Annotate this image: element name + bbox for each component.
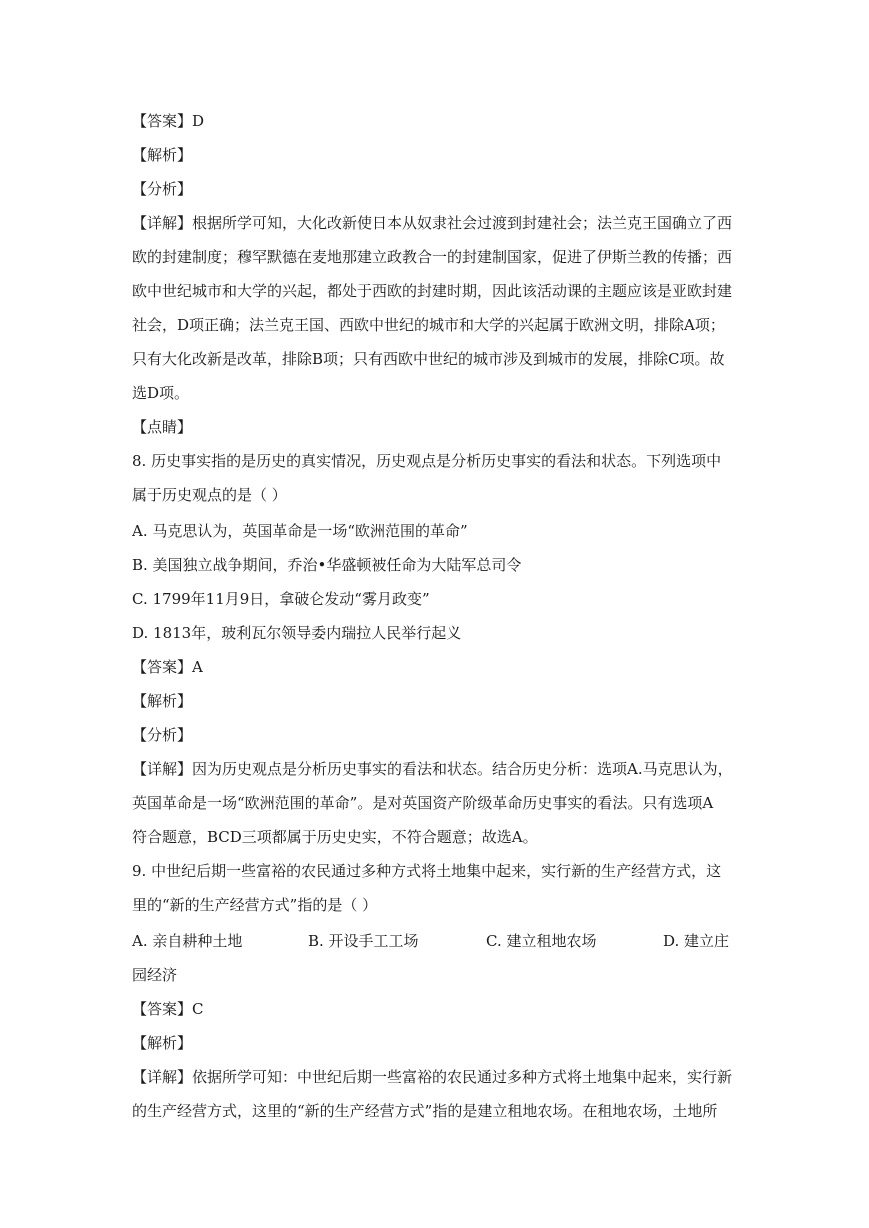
q7-detail-line: 欧中世纪城市和大学的兴起，都处于西欧的封建时期，因此该活动课的主题应该是亚欧封建 — [132, 282, 733, 300]
q9-answer: 【答案】C — [132, 1000, 204, 1018]
q9-option-a: A. 亲自耕种土地 — [132, 932, 243, 950]
q8-option-d: D. 1813年，玻利瓦尔领导委内瑞拉人民举行起义 — [132, 624, 462, 642]
q7-detail-line: 欧的封建制度；穆罕默德在麦地那建立政教合一的封建制国家，促进了伊斯兰教的传播；西 — [132, 248, 733, 266]
q9-analysis-heading: 【解析】 — [132, 1034, 193, 1052]
q7-fenxi-heading: 【分析】 — [132, 180, 193, 198]
q9-option-wrap: 园经济 — [132, 966, 178, 984]
q7-detail-line: 社会，D项正确；法兰克王国、西欧中世纪的城市和大学的兴起属于欧洲文明，排除A项； — [132, 316, 725, 334]
q8-detail-line: 英国革命是一场“欧洲范围的革命”。是对英国资产阶级革命历史事实的看法。只有选项A — [132, 794, 714, 812]
q8-option-b: B. 美国独立战争期间，乔治•华盛顿被任命为大陆军总司令 — [132, 556, 522, 574]
q8-fenxi-heading: 【分析】 — [132, 726, 193, 744]
q7-analysis-heading: 【解析】 — [132, 146, 193, 164]
q8-stem-line: 属于历史观点的是（ ） — [132, 486, 287, 504]
q9-option-b: B. 开设手工工场 — [308, 932, 419, 950]
q9-stem-line: 里的“新的生产经营方式”指的是（ ） — [132, 896, 378, 914]
q7-answer: 【答案】D — [132, 112, 205, 130]
q8-option-a: A. 马克思认为，英国革命是一场“欧洲范围的革命” — [132, 522, 468, 540]
q8-analysis-heading: 【解析】 — [132, 692, 193, 710]
q7-dianjing-heading: 【点睛】 — [132, 418, 193, 436]
q8-stem-line: 8. 历史事实指的是历史的真实情况，历史观点是分析历史事实的看法和状态。下列选项中 — [132, 452, 722, 470]
q9-detail-line: 【详解】依据所学可知：中世纪后期一些富裕的农民通过多种方式将土地集中起来，实行新 — [132, 1068, 733, 1086]
q9-option-d: D. 建立庄 — [663, 932, 730, 950]
q9-stem-line: 9. 中世纪后期一些富裕的农民通过多种方式将土地集中起来，实行新的生产经营方式，这 — [132, 862, 722, 880]
q8-answer: 【答案】A — [132, 658, 203, 676]
q9-option-c: C. 建立租地农场 — [486, 932, 597, 950]
q8-option-c: C. 1799年11月9日，拿破仑发动“雾月政变” — [132, 590, 430, 608]
q7-detail-line: 【详解】根据所学可知，大化改新使日本从奴隶社会过渡到封建社会；法兰克王国确立了西 — [132, 214, 733, 232]
q7-detail-line: 选D项。 — [132, 384, 190, 402]
q7-detail-line: 只有大化改新是改革，排除B项；只有西欧中世纪的城市涉及到城市的发展，排除C项。故 — [132, 350, 725, 368]
q8-detail-line: 符合题意，BCD三项都属于历史史实，不符合题意；故选A。 — [132, 828, 538, 846]
q9-detail-line: 的生产经营方式，这里的“新的生产经营方式”指的是建立租地农场。在租地农场，土地所 — [132, 1102, 718, 1120]
q9-options-row — [132, 924, 740, 958]
q8-detail-line: 【详解】因为历史观点是分析历史事实的看法和状态。结合历史分析：选项A.马克思认为， — [132, 760, 733, 778]
